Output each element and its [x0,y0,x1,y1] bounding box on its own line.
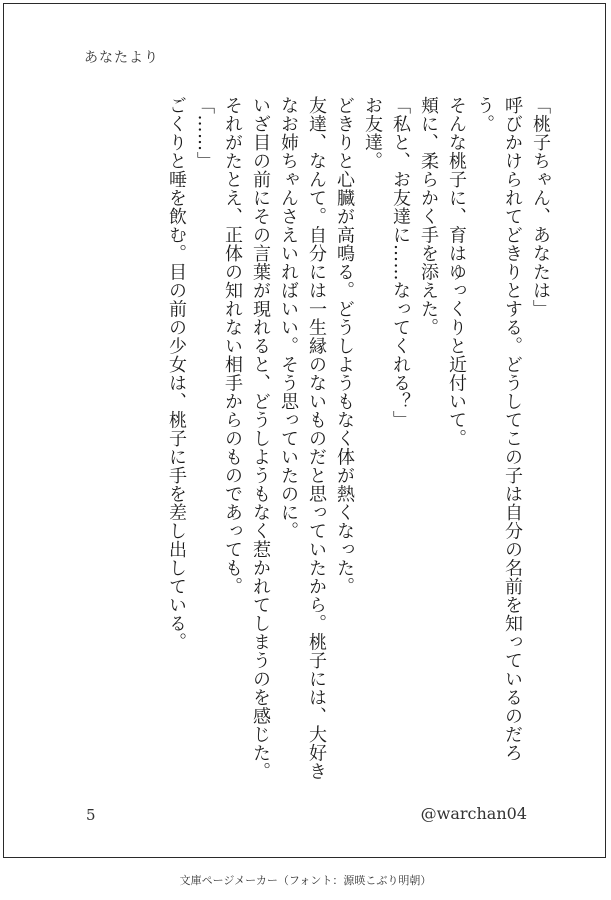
page-number: 5 [86,806,96,824]
vertical-body-text [64,96,554,786]
page-frame [3,3,606,858]
text-line: いざ目の前にその言葉が現れると、どうしようもなく惹かれてしまうのを感じた。 [250,96,271,781]
author-handle: @warchan04 [420,804,527,823]
text-line: どきりと心臓が高鳴る。どうしようもなく体が熱くなった。 [334,96,355,596]
text-line: 友達、なんて。自分には一生縁のないものだと思っていたから。桃子には、大好きなお姉ちゃんさえいればいい。そう思っていたのに。 [278,96,327,781]
text-line: ごくりと唾を飲む。目の前の少女は、桃子に手を差し出している。 [166,96,187,651]
text-line: 「……」 [194,96,215,170]
chapter-header: あなたより [84,50,159,66]
text-line: 呼びかけられてどきりとする。どうしてこの子は自分の名前を知っているのだろう。 [474,96,523,762]
text-line: それがたとえ、正体の知れない相手からのものであっても。 [222,96,243,596]
text-line: 「私と、お友達に……なってくれる？」 [390,96,411,429]
generator-credit: 文庫ページメーカー（フォント：源暎こぶり明朝） [179,874,432,887]
text-line: 頬に、柔らかく手を添えた。 [418,96,439,337]
text-line: そんな桃子に、育はゆっくりと近付いて。 [446,96,467,448]
text-line: 「桃子ちゃん、あなたは」 [530,96,551,318]
text-line: お友達。 [362,96,383,170]
